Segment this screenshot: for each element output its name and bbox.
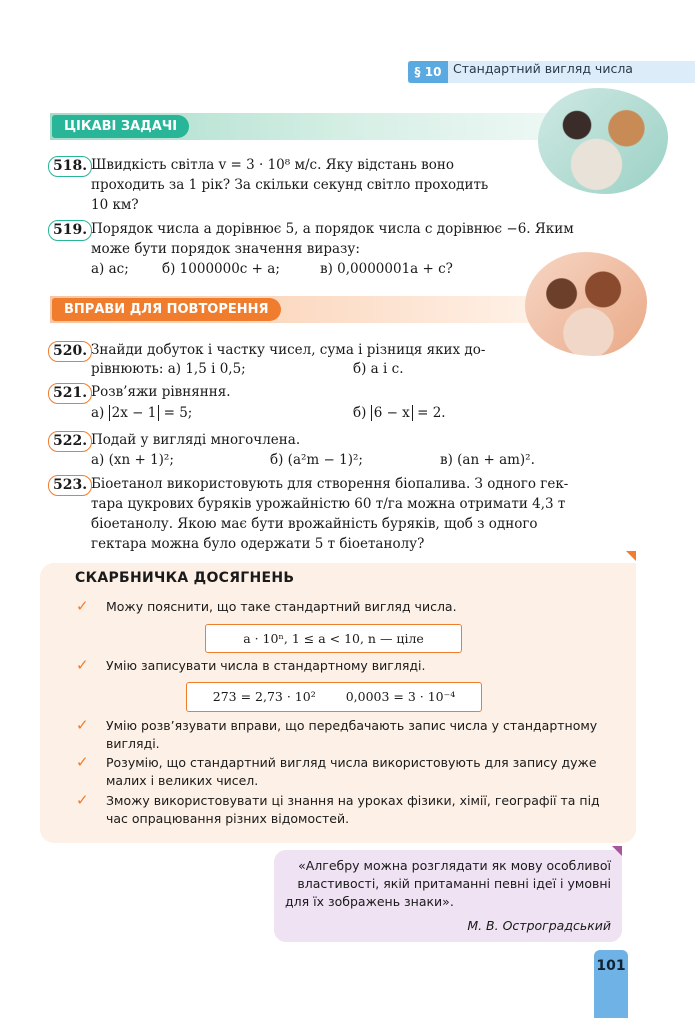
problem-518-line-3: 10 км? [91, 197, 139, 213]
absolute-value-a: 2x − 1 [109, 405, 160, 421]
check-icon: ✓ [76, 597, 89, 615]
equation-b-rhs: = 2. [417, 405, 446, 421]
check-icon: ✓ [76, 716, 89, 734]
problem-519-option-b: б) 1000000c + a; [162, 261, 280, 277]
formula-example-1: 273 = 2,73 · 10² [212, 689, 316, 704]
absolute-value-b: 6 − x [371, 405, 413, 421]
problem-522-line: Подай у вигляді многочлена. [91, 432, 301, 448]
equation-a-rhs: = 5; [163, 405, 193, 421]
quote-line-3: для їх зображень знаки». [285, 894, 454, 909]
problem-522-option-a: а) (xn + 1)²; [91, 452, 174, 468]
problem-521-line: Розв’яжи рівняння. [91, 384, 231, 400]
achievement-item-5-line-2: час опрацювання різних відомостей. [106, 811, 350, 826]
problem-521-equation-b [353, 404, 446, 423]
interesting-heading: ЦІКАВІ ЗАДАЧІ [52, 115, 189, 138]
review-heading: ВПРАВИ ДЛЯ ПОВТОРЕННЯ [52, 298, 281, 321]
problem-number-520: 520. [48, 341, 92, 362]
problem-number-523: 523. [48, 475, 92, 496]
achievement-item-2: Умію записувати числа в стандартному вигляді. [106, 658, 426, 673]
problem-521-equation-a [91, 404, 192, 423]
problem-523-line-1: Біоетанол використовують для створення біопалива. З одного гек- [91, 476, 569, 492]
achievement-item-4-line-2: малих і великих чисел. [106, 773, 259, 788]
problem-number-518: 518. [48, 156, 92, 177]
achievement-item-3-line-2: вигляді. [106, 736, 160, 751]
problem-518-line-1: Швидкість світла v = 3 · 10⁸ м/с. Яку відстань воно [91, 157, 455, 173]
problem-519-line-2: може бути порядок значення виразу: [91, 241, 360, 257]
problem-519-line-1: Порядок числа a дорівнює 5, а порядок числа c дорівнює −6. Яким [91, 221, 574, 237]
problem-number-521: 521. [48, 383, 92, 404]
achievement-item-4-line-1: Розумію, що стандартний вигляд числа використовують для запису дуже [106, 755, 597, 770]
problem-519-option-a: а) ac; [91, 261, 129, 277]
quote-line-1: «Алгебру можна розглядати як мову особливої [298, 858, 611, 873]
quote-author: М. В. Остроградський [467, 918, 611, 933]
achievement-item-3-line-1: Умію розв’язувати вправи, що передбачають запис числа у стандартному [106, 718, 598, 733]
formula-example-2: 0,0003 = 3 · 10⁻⁴ [345, 689, 456, 704]
problem-522-option-c: в) (an + am)². [440, 452, 535, 468]
formula-box-2 [186, 682, 482, 712]
option-b-label: б) [353, 405, 367, 421]
problem-520-line-2: рівнюють: а) 1,5 і 0,5; [91, 361, 246, 377]
achievement-item-5-line-1: Зможу використовувати ці знання на уроках фізики, хімії, географії та під [106, 793, 600, 808]
check-icon: ✓ [76, 656, 89, 674]
problem-523-line-2: тара цукрових буряків урожайністю 60 т/га можна отримати 4,3 т [91, 496, 566, 512]
achievements-title: СКАРБНИЧКА ДОСЯГНЕНЬ [75, 570, 295, 586]
problem-520-line-1: Знайди добуток і частку чисел, сума і різниця яких до- [91, 342, 486, 358]
problem-522-option-b: б) (a²m − 1)²; [270, 452, 363, 468]
achievement-item-1: Можу пояснити, що таке стандартний вигляд числа. [106, 599, 457, 614]
option-a-label: а) [91, 405, 105, 421]
problem-518-line-2: проходить за 1 рік? За скільки секунд світло проходить [91, 177, 489, 193]
section-title: Стандартний вигляд числа [453, 61, 633, 76]
quote-corner-mark [612, 846, 622, 856]
check-icon: ✓ [76, 753, 89, 771]
students-photo-1 [538, 88, 668, 194]
check-icon: ✓ [76, 791, 89, 809]
problem-number-522: 522. [48, 431, 92, 452]
achievements-corner-mark [626, 551, 636, 561]
problem-523-line-3: біоетанолу. Якою має бути врожайність буряків, щоб з одного [91, 516, 538, 532]
section-number: § 10 [408, 61, 448, 83]
problem-519-option-c: в) 0,0000001a + c? [320, 261, 453, 277]
page-number: 101 [596, 958, 626, 974]
problem-523-line-4: гектара можна було одержати 5 т біоетанолу? [91, 536, 425, 552]
quote-line-2: властивості, якій притаманні певні ідеї і умовні [297, 876, 611, 891]
students-photo-2 [525, 252, 647, 356]
problem-520-option-b: б) a і c. [353, 361, 404, 377]
formula-box-1: a · 10ⁿ, 1 ≤ a < 10, n — ціле [205, 624, 462, 653]
problem-number-519: 519. [48, 220, 92, 241]
